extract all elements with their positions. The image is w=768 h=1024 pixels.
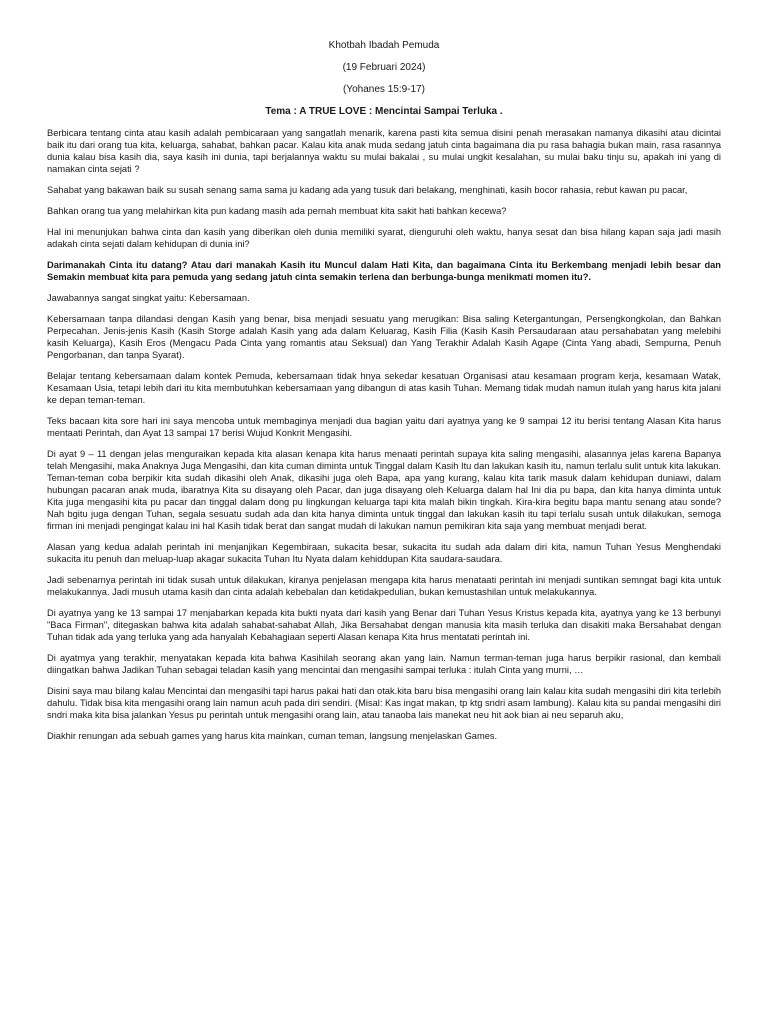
paragraph-answer: Jawabannya sangat singkat yaitu: Kebersamaan.	[47, 293, 250, 303]
paragraph-youth-togetherness: Belajar tentang kebersamaan dalam kontek Pemuda, kebersamaan tidak hnya sekedar kesatuan Organisasi atau kesamaan program kerja, kesamaan Watak, Kesamaan Usia, tetapi lebih dari itu kita membutuhkan kebersamaan yang dibangun di atas kasih Tuhan. Memang tidak mudah namun itulah yang harus kita jalani ke depan teman-teman.	[47, 371, 721, 405]
sermon-theme: Tema : A TRUE LOVE : Mencintai Sampai Terluka .	[265, 106, 503, 117]
scripture-reference: (Yohanes 15:9-17)	[343, 84, 425, 95]
paragraph-second-reason: Alasan yang kedua adalah perintah ini menjanjikan Kegembiraan, sukacita besar, sukacita itu sudah ada dalam diri kita, namun Tuhan Yesus Menghendaki sukacita itu penuh dan meluap-luap akagar sukacita Tuhan Itu Nyata dalam kehiddupan Kita saudara-saudara.	[47, 542, 721, 564]
paragraph-verses-13-17: Di ayatnya yang ke 13 sampai 17 menjabarkan kepada kita bukti nyata dari kasih yang Benar dari Tuhan Yesus Kristus kepada kita, ayatnya yang ke 13 berbunyi "Baca Firman", ditegaskan bahwa kita adalah sahabat-sahabat Allah, Jika Bersahabat dengan manusia kita masih terluka dan disakiti maka Bersahabat dengan Tuhan tidak ada yang terluka yang ada hanyalah Kebahagiaan seperti Alasan kenapa Kita hrus mentatati perintah ini.	[47, 608, 721, 642]
paragraph-text-division: Teks bacaan kita sore hari ini saya mencoba untuk membaginya menjadi dua bagian yaitu dari ayatnya yang ke 9 sampai 12 itu berisi tentang Alasan Kita harus mentaati Perintah, dan Ayat 13 sampai 17 berisi Wujud Konkrit Mengasihi.	[47, 416, 721, 438]
paragraph-not-difficult: Jadi sebenarnya perintah ini tidak susah untuk dilakukan, kiranya penjelasan mengapa kita harus menataati perintah ini menjadi suntikan semngat bagi kita untuk melakukannya. Jadi musuh utama kasih dan cinta adalah kebebalan dan ketidakpedulian, bukan kemustashilan untuk melakukannya.	[47, 575, 721, 597]
paragraph-friendship: Sahabat yang bakawan baik su susah senang sama sama ju kadang ada yang tusuk dari belakang, menghinati, kasih bocor rahasia, rebut kawan pu pacar,	[47, 185, 688, 195]
paragraph-conditional-love: Hal ini menunjukan bahwa cinta dan kasih yang diberikan oleh dunia memiliki syarat, dienguruhi oleh waktu, hanya sesat dan bisa hilang kapan saja jadi masih adakah cinta sejati dalam kehidupan di dunia ini?	[47, 227, 721, 249]
document-page	[47, 40, 721, 751]
paragraph-intro: Berbicara tentang cinta atau kasih adalah pembicaraan yang sangatlah menarik, karena pasti kita semua disini penah merasakan namanya dikasihi atau dicintai baik itu dari orang tua kita, keluarga, sahabat, bahkan pacar. Kalau kita anak muda sedang jatuh cinta bagaimana dia pu rasa bahagia bukan main, rasa rasannya dunia kalau bisa kasih dia, saya kasih ini dunia, tapi berjalannya waktu su mulai bakalai , su mulai ungkit kesalahan, su mulai baku tinju su, apakah ini yang di namakan cinta sejati ?	[47, 128, 721, 174]
paragraph-verses-9-11: Di ayat 9 – 11 dengan jelas menguraikan kepada kita alasan kenapa kita harus menaati perintah supaya kita saling mengasihi, alasannya jelas karena Bapanya telah Mengasihi, maka Anaknya Juga Mengasihi, dan kita cuman diminta untuk Tinggal dalam Kasih Itu dan lakukan kasih itu, namun terlalu sulit untuk kita lakukan. Teman-teman coba berpikir kita sudah dikasihi oleh Anak, dikasihi juga oleh Bapa, apa yang kurang, kalau kita tarik masuk dalam kehidupan duniawi, dalam hubungan pacaran anak muda, ibaratnya Kita su disayang oleh Pacar, dan juga disayang oleh Keluarga dalam hal Ini dia pu bapa, dan kita hanya diminta untuk Kita juga mengasihi kita pu pacar dan tinggal dalam dong pu lingkungan keluarga tapi kita malah bikin tingkah. Kira-kira begitu bapa mantu senang atau sonde? Nah bgitu juga dengan Tuhan, segala sesuatu sudah ada dan kita hanya diminta untuk tinggal dan lakukan kasih itu tapi terlalu susah untuk dilakukan, semoga firman ini menjadi pengingat kalau ini hal Kasih tidak berat dan sangat mudah di lakukan namun pemikiran kita saja yang membuat menjadi berat.	[47, 449, 721, 531]
paragraph-types-of-love: Kebersamaan tanpa dilandasi dengan Kasih yang benar, bisa menjadi sesuatu yang merugikan: Bisa saling Ketergantungan, Persengkongkolan, dan Bahkan Perpecahan. Jenis-jenis Kasih (Kasih Storge adalah Kasih yang ada dalam Keluarag, Kasih Filia (Kasih Kasih Persaudaraan atau persahabatan yang melebihi kasih Keluarga), Kasih Eros (Mengacu Pada Cinta yang romantis atau Seksual) dan Yang Terakhir Adalah Kasih Agape (Cinta Yang abadi, Sempurna, Penuh Pengorbanan, dan tanpa Syarat).	[47, 314, 721, 360]
paragraph-parents: Bahkan orang tua yang melahirkan kita pun kadang masih ada pernah membuat kita sakit hati bahkan kecewa?	[47, 206, 507, 216]
paragraph-last-verse: Di ayatmya yang terakhir, menyatakan kepada kita bahwa Kasihilah seorang akan yang lain. Namun terman-teman juga harus berpikir rasional, dan kembali diingatkan bahwa Jadikan Tuhan sebagai teladan kasih yang mencintai dan mengasihi sampai terluka : itulah Cinta yang murni, …	[47, 653, 721, 675]
paragraph-key-question: Darimanakah Cinta itu datang? Atau dari manakah Kasih itu Muncul dalam Hati Kita, dan bagaimana Cinta itu Berkembang menjadi lebih besar dan Semakin membuat kita para pemuda yang sedang jatuh cinta semakin terlena dan berbunga-bunga menikmati momen itu?.	[47, 260, 721, 282]
paragraph-closing: Diakhir renungan ada sebuah games yang harus kita mainkan, cuman teman, langsung menjelaskan Games.	[47, 731, 498, 741]
document-date: (19 Februari 2024)	[342, 62, 426, 73]
document-title: Khotbah Ibadah Pemuda	[328, 40, 440, 51]
paragraph-heart-and-mind: Disini saya mau bilang kalau Mencintai dan mengasihi tapi harus pakai hati dan otak.kita baru bisa mengasihi orang lain kalau kita sudah mengasihi diri kita terlebih dahulu. Tidak bisa kita mengasihi orang lain namun acuh pada diri sendiri. (Misal: Kas ingat makan, tp ktg sndri asam lambung). Kalau kita su pandai mengasihi diri sndri maka kita bisa jalankan Yesus pu perintah untuk mengasihi orang lain, atau tanaoba lais manekat neu hit aok bian ai neu separuh aku,	[47, 686, 721, 720]
